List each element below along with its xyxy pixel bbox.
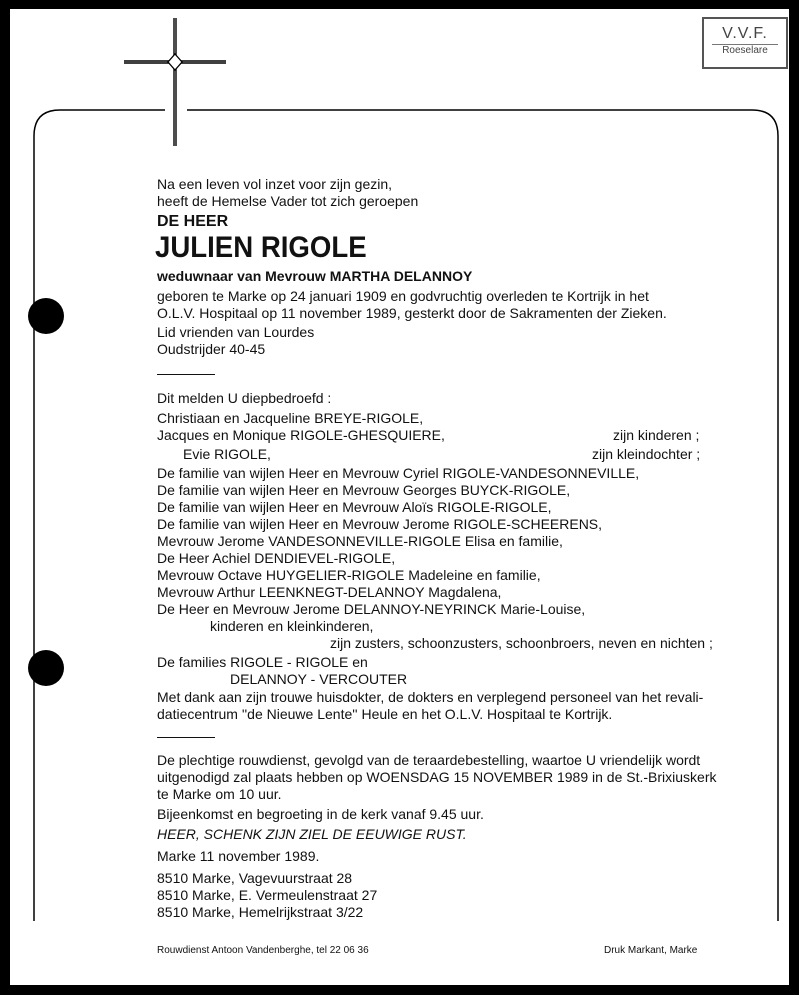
punch-hole-top — [28, 298, 64, 334]
vvf-stamp — [702, 17, 788, 69]
family-line: De familie van wijlen Heer en Mevrouw Georges BUYCK-RIGOLE, — [157, 482, 571, 498]
family-line: De familie van wijlen Heer en Mevrouw Jerome RIGOLE-SCHEERENS, — [157, 516, 603, 532]
funeral-service-credit: Rouwdienst Antoon Vandenberghe, tel 22 06 36 — [157, 945, 369, 956]
family-line: De Heer en Mevrouw Jerome DELANNOY-NEYRINCK Marie-Louise, — [157, 601, 586, 617]
family-line: Jacques en Monique RIGOLE-GHESQUIERE, — [157, 427, 445, 443]
family-line: De families RIGOLE - RIGOLE en — [157, 654, 368, 670]
family-line: Evie RIGOLE, — [183, 446, 271, 462]
title-prefix: DE HEER — [157, 213, 229, 230]
intro-line-1: Na een leven vol inzet voor zijn gezin, — [157, 176, 393, 192]
address-line: 8510 Marke, E. Vermeulenstraat 27 — [157, 887, 378, 903]
family-line: DELANNOY - VERCOUTER — [230, 671, 408, 687]
printer-credit: Druk Markant, Marke — [604, 945, 698, 956]
widower-line: weduwnaar van Mevrouw MARTHA DELANNOY — [157, 268, 473, 284]
family-line: Mevrouw Arthur LEENKNEGT-DELANNOY Magdalena, — [157, 584, 502, 600]
stamp-city: Roeselare — [712, 44, 778, 56]
family-line: Christiaan en Jacqueline BREYE-RIGOLE, — [157, 410, 424, 426]
family-role: zijn kinderen ; — [613, 427, 700, 443]
intro-line-2: heeft de Hemelse Vader tot zich geroepen — [157, 193, 419, 209]
stamp-title: V.V.F. — [722, 25, 768, 42]
family-line: De familie van wijlen Heer en Mevrouw Cyriel RIGOLE-VANDESONNEVILLE, — [157, 465, 640, 481]
birth-death-line-1: geboren te Marke op 24 januari 1909 en godvruchtig overleden te Kortrijk in het — [157, 288, 649, 304]
thanks-line-2: datiecentrum ''de Nieuwe Lente'' Heule en het O.L.V. Hospitaal te Kortrijk. — [157, 706, 613, 722]
gathering: Bijeenkomst en begroeting in de kerk vanaf 9.45 uur. — [157, 806, 484, 822]
prayer: HEER, SCHENK ZIJN ZIEL DE EEUWIGE RUST. — [157, 826, 467, 842]
birth-death-line-2: O.L.V. Hospitaal op 11 november 1989, gesterkt door de Sakramenten der Zieken. — [157, 305, 667, 321]
announce-header: Dit melden U diepbedroefd : — [157, 390, 332, 406]
family-line: De familie van wijlen Heer en Mevrouw Aloïs RIGOLE-RIGOLE, — [157, 499, 552, 515]
membership: Lid vrienden van Lourdes — [157, 324, 315, 340]
veteran: Oudstrijder 40-45 — [157, 341, 266, 357]
service-line-1: De plechtige rouwdienst, gevolgd van de teraardebestelling, waartoe U vriendelijk wordt — [157, 752, 701, 768]
thanks-line-1: Met dank aan zijn trouwe huisdokter, de dokters en verplegend personeel van het revali- — [157, 689, 704, 705]
family-line: kinderen en kleinkinderen, — [210, 618, 374, 634]
address-line: 8510 Marke, Hemelrijkstraat 3/22 — [157, 904, 364, 920]
family-role: zijn kleindochter ; — [592, 446, 701, 462]
family-line: De Heer Achiel DENDIEVEL-RIGOLE, — [157, 550, 396, 566]
service-line-2: uitgenodigd zal plaats hebben op WOENSDAG 15 NOVEMBER 1989 in de St.-Brixiuskerk — [157, 769, 717, 785]
service-line-3: te Marke om 10 uur. — [157, 786, 282, 802]
punch-hole-bottom — [28, 650, 64, 686]
divider-2 — [157, 737, 215, 738]
address-line: 8510 Marke, Vagevuurstraat 28 — [157, 870, 353, 886]
divider-1 — [157, 374, 215, 375]
family-line: Mevrouw Jerome VANDESONNEVILLE-RIGOLE Elisa en familie, — [157, 533, 563, 549]
date-line: Marke 11 november 1989. — [157, 848, 320, 864]
family-line: zijn zusters, schoonzusters, schoonbroers, neven en nichten ; — [330, 635, 713, 651]
family-line: Mevrouw Octave HUYGELIER-RIGOLE Madeleine en familie, — [157, 567, 541, 583]
deceased-name: JULIEN RIGOLE — [155, 231, 367, 264]
